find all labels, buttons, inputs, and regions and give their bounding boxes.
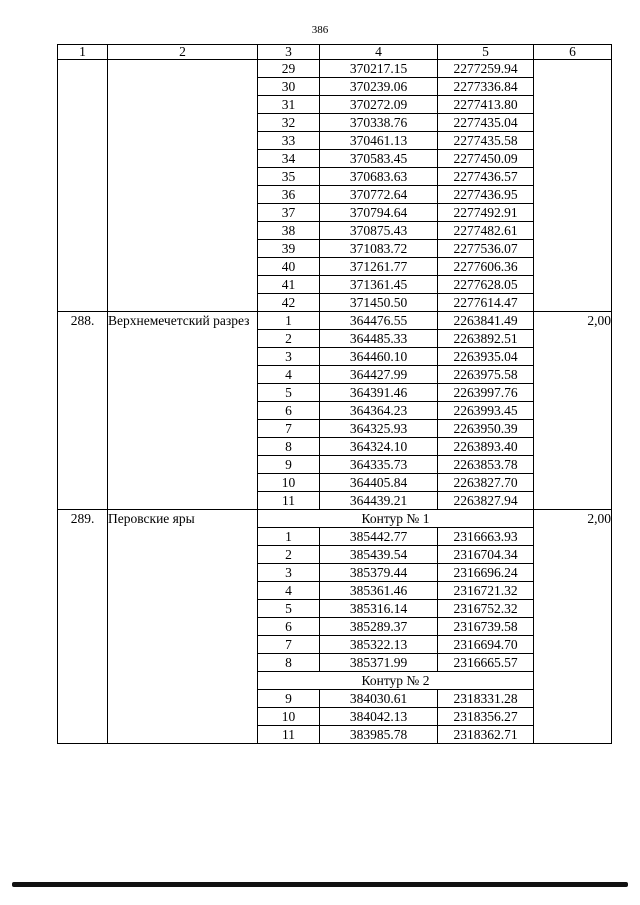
coord-x: 364439.21 xyxy=(320,492,438,510)
point-number: 11 xyxy=(258,492,320,510)
point-number: 4 xyxy=(258,582,320,600)
coord-y: 2263997.76 xyxy=(438,384,534,402)
section-number: 288. xyxy=(58,312,108,510)
point-number: 8 xyxy=(258,654,320,672)
coord-x: 370461.13 xyxy=(320,132,438,150)
coord-x: 385289.37 xyxy=(320,618,438,636)
table-row xyxy=(58,312,612,330)
point-number: 8 xyxy=(258,438,320,456)
coord-x: 370683.63 xyxy=(320,168,438,186)
coord-y: 2316694.70 xyxy=(438,636,534,654)
point-number: 38 xyxy=(258,222,320,240)
coord-x: 364460.10 xyxy=(320,348,438,366)
coord-y: 2318362.71 xyxy=(438,726,534,744)
point-number: 10 xyxy=(258,474,320,492)
point-number: 5 xyxy=(258,384,320,402)
coord-y: 2277606.36 xyxy=(438,258,534,276)
contour-label: Контур № 2 xyxy=(258,672,534,690)
point-number: 3 xyxy=(258,348,320,366)
coord-x: 370875.43 xyxy=(320,222,438,240)
coord-x: 384030.61 xyxy=(320,690,438,708)
point-number: 4 xyxy=(258,366,320,384)
point-number: 9 xyxy=(258,690,320,708)
coord-x: 364485.33 xyxy=(320,330,438,348)
coord-x: 385439.54 xyxy=(320,546,438,564)
point-number: 37 xyxy=(258,204,320,222)
coord-x: 385316.14 xyxy=(320,600,438,618)
coord-x: 370272.09 xyxy=(320,96,438,114)
point-number: 6 xyxy=(258,402,320,420)
coord-y: 2277336.84 xyxy=(438,78,534,96)
coord-x: 370338.76 xyxy=(320,114,438,132)
point-number: 2 xyxy=(258,330,320,348)
point-number: 1 xyxy=(258,528,320,546)
point-number: 1 xyxy=(258,312,320,330)
section-name: Перовские яры xyxy=(108,510,258,744)
section-area xyxy=(534,60,612,312)
coord-y: 2316665.57 xyxy=(438,654,534,672)
coord-y: 2277413.80 xyxy=(438,96,534,114)
coord-y: 2277536.07 xyxy=(438,240,534,258)
coord-y: 2263827.70 xyxy=(438,474,534,492)
contour-row xyxy=(58,510,612,528)
coord-y: 2277492.91 xyxy=(438,204,534,222)
coord-x: 370772.64 xyxy=(320,186,438,204)
coord-x: 385361.46 xyxy=(320,582,438,600)
table-row xyxy=(58,60,612,78)
coord-x: 370583.45 xyxy=(320,150,438,168)
coord-x: 371261.77 xyxy=(320,258,438,276)
coord-y: 2263892.51 xyxy=(438,330,534,348)
point-number: 42 xyxy=(258,294,320,312)
coord-x: 370217.15 xyxy=(320,60,438,78)
section-area: 2,00 xyxy=(534,510,612,744)
coord-x: 364476.55 xyxy=(320,312,438,330)
point-number: 32 xyxy=(258,114,320,132)
point-number: 11 xyxy=(258,726,320,744)
coord-x: 364335.73 xyxy=(320,456,438,474)
coord-y: 2316696.24 xyxy=(438,564,534,582)
header-col-4: 4 xyxy=(320,45,438,60)
coord-y: 2277435.58 xyxy=(438,132,534,150)
coord-x: 364324.10 xyxy=(320,438,438,456)
coord-x: 364325.93 xyxy=(320,420,438,438)
coord-y: 2277614.47 xyxy=(438,294,534,312)
coord-y: 2277436.95 xyxy=(438,186,534,204)
coordinates-table xyxy=(57,44,612,744)
header-col-6: 6 xyxy=(534,45,612,60)
coord-x: 364405.84 xyxy=(320,474,438,492)
coord-y: 2263975.58 xyxy=(438,366,534,384)
point-number: 9 xyxy=(258,456,320,474)
point-number: 30 xyxy=(258,78,320,96)
coord-y: 2318331.28 xyxy=(438,690,534,708)
point-number: 5 xyxy=(258,600,320,618)
point-number: 35 xyxy=(258,168,320,186)
point-number: 33 xyxy=(258,132,320,150)
coord-x: 385371.99 xyxy=(320,654,438,672)
point-number: 36 xyxy=(258,186,320,204)
coord-y: 2318356.27 xyxy=(438,708,534,726)
point-number: 10 xyxy=(258,708,320,726)
point-number: 3 xyxy=(258,564,320,582)
point-number: 2 xyxy=(258,546,320,564)
coord-y: 2316663.93 xyxy=(438,528,534,546)
coord-y: 2277628.05 xyxy=(438,276,534,294)
coord-x: 385442.77 xyxy=(320,528,438,546)
coord-x: 384042.13 xyxy=(320,708,438,726)
header-col-2: 2 xyxy=(108,45,258,60)
coord-x: 371083.72 xyxy=(320,240,438,258)
point-number: 41 xyxy=(258,276,320,294)
coord-x: 364427.99 xyxy=(320,366,438,384)
coord-x: 383985.78 xyxy=(320,726,438,744)
coord-x: 364391.46 xyxy=(320,384,438,402)
coord-x: 364364.23 xyxy=(320,402,438,420)
header-col-1: 1 xyxy=(58,45,108,60)
coord-x: 385379.44 xyxy=(320,564,438,582)
header-col-3: 3 xyxy=(258,45,320,60)
coord-x: 385322.13 xyxy=(320,636,438,654)
table-body xyxy=(58,60,612,744)
coord-y: 2316704.34 xyxy=(438,546,534,564)
coord-y: 2277435.04 xyxy=(438,114,534,132)
coord-y: 2263827.94 xyxy=(438,492,534,510)
coord-y: 2263993.45 xyxy=(438,402,534,420)
point-number: 34 xyxy=(258,150,320,168)
footer-divider xyxy=(12,882,628,887)
coord-y: 2277259.94 xyxy=(438,60,534,78)
point-number: 7 xyxy=(258,636,320,654)
point-number: 7 xyxy=(258,420,320,438)
coord-y: 2277450.09 xyxy=(438,150,534,168)
section-number xyxy=(58,60,108,312)
coord-y: 2277482.61 xyxy=(438,222,534,240)
coord-y: 2316739.58 xyxy=(438,618,534,636)
section-name xyxy=(108,60,258,312)
coord-y: 2263853.78 xyxy=(438,456,534,474)
coord-y: 2263841.49 xyxy=(438,312,534,330)
section-name: Верхнемечетский разрез xyxy=(108,312,258,510)
point-number: 29 xyxy=(258,60,320,78)
coord-x: 370239.06 xyxy=(320,78,438,96)
coord-y: 2277436.57 xyxy=(438,168,534,186)
coord-y: 2316752.32 xyxy=(438,600,534,618)
point-number: 39 xyxy=(258,240,320,258)
header-row xyxy=(58,45,612,60)
coord-y: 2316721.32 xyxy=(438,582,534,600)
page-number: 386 xyxy=(311,24,329,36)
contour-label: Контур № 1 xyxy=(258,510,534,528)
point-number: 31 xyxy=(258,96,320,114)
coord-y: 2263950.39 xyxy=(438,420,534,438)
section-number: 289. xyxy=(58,510,108,744)
section-area: 2,00 xyxy=(534,312,612,510)
coord-x: 370794.64 xyxy=(320,204,438,222)
header-col-5: 5 xyxy=(438,45,534,60)
coord-x: 371450.50 xyxy=(320,294,438,312)
point-number: 40 xyxy=(258,258,320,276)
coord-y: 2263935.04 xyxy=(438,348,534,366)
coord-x: 371361.45 xyxy=(320,276,438,294)
coord-y: 2263893.40 xyxy=(438,438,534,456)
point-number: 6 xyxy=(258,618,320,636)
